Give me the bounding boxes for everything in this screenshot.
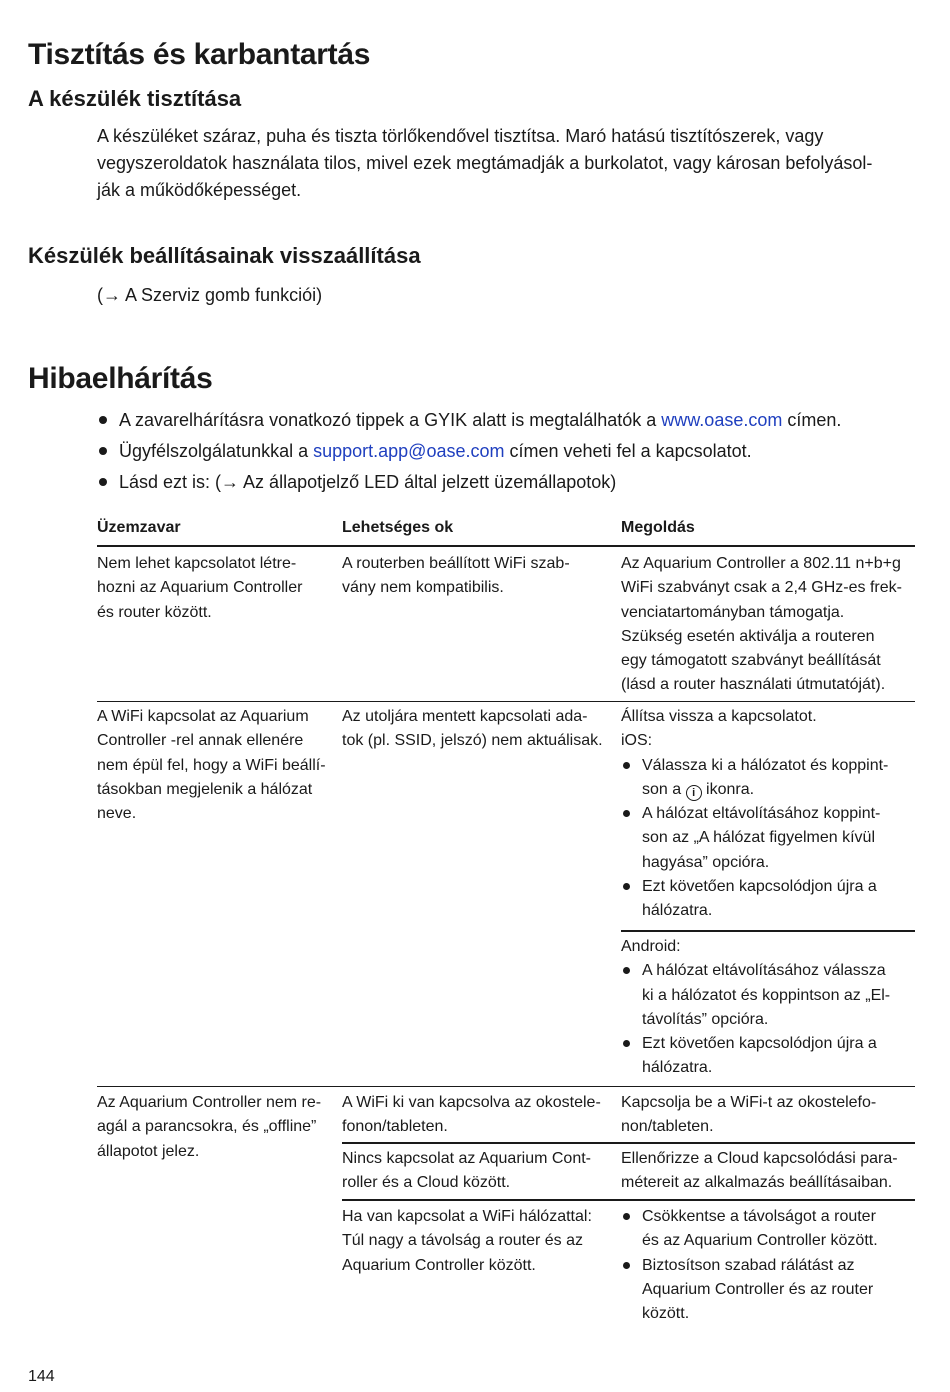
row3-solution-3: [621, 1205, 915, 1326]
cell-line: Szükség esetén aktiválja a routeren: [621, 627, 875, 645]
led-status-reference[interactable]: Lásd ezt is: (→ Az állapotjelző LED által jelzett üzemállapotok): [119, 472, 617, 492]
section-title-troubleshooting: Hibaelhárítás: [28, 362, 213, 395]
cell-line: Válassza ki a hálózatot és koppint-: [642, 756, 889, 774]
cell-line: WiFi szabványt csak a 2,4 GHz-es frek-: [621, 579, 902, 597]
ios-label: iOS:: [621, 732, 653, 750]
cell-line: agál a parancsokra, és „offline”: [97, 1118, 317, 1136]
text-line: vegyszeroldatok használata tilos, mivel ezek megtámadják a burkolatot, vagy károsan befolyásol-: [97, 153, 873, 173]
row3-fault: [97, 1091, 337, 1164]
cell-line: Csökkentse a távolságot a router: [642, 1208, 876, 1225]
cell-line: venciatartományban támogatja.: [621, 603, 845, 621]
row-divider: [621, 930, 915, 932]
row-divider: [342, 1142, 915, 1144]
text-line: A készüléket száraz, puha és tiszta törlőkendővel tisztítsa. Maró hatású tisztítószerek, vagy: [97, 126, 824, 146]
table-header-fault: Üzemzavar: [97, 519, 181, 536]
page-number: 144: [28, 1368, 55, 1385]
cell-line: Aquarium Controller és az router: [642, 1280, 874, 1298]
cell-line: métereit az alkalmazás beállításaiban.: [621, 1174, 893, 1192]
table-header-rule: [97, 545, 915, 547]
bullet-icon: [99, 447, 107, 455]
subsection-title-device-cleaning: A készülék tisztítása: [28, 86, 242, 111]
bullet-text: címen veheti fel a kapcsolatot.: [504, 441, 752, 461]
cell-line: nem épül fel, hogy a WiFi beállí-: [97, 756, 326, 774]
cell-line: neve.: [97, 805, 137, 823]
row-divider: [97, 1086, 915, 1087]
cell-line: Ellenőrizze a Cloud kapcsolódási para-: [621, 1150, 898, 1167]
list-item: [621, 1205, 915, 1254]
row1-cause: [342, 552, 614, 601]
row2-cause: [342, 705, 614, 754]
list-item: [621, 875, 915, 924]
row3-solution-2: [621, 1147, 915, 1196]
cell-line: egy támogatott szabványt beállítását: [621, 652, 881, 670]
cell-line: hagyása” opcióra.: [642, 853, 770, 871]
table-header-cause: Lehetséges ok: [342, 519, 454, 536]
row2-fault: [97, 705, 337, 826]
cell-line: A hálózat eltávolításához koppint-: [642, 805, 881, 823]
cell-line: hálózatra.: [642, 1059, 713, 1077]
cell-line: Az Aquarium Controller a 802.11 n+b+g: [621, 555, 901, 572]
row3-cause-3: [342, 1205, 614, 1278]
bullet-icon: [99, 478, 107, 486]
cell-line: Aquarium Controller között.: [342, 1256, 536, 1274]
oase-website-link[interactable]: www.oase.com: [661, 410, 783, 430]
cell-line: Ha van kapcsolat a WiFi hálózattal:: [342, 1208, 592, 1225]
row2-solution-android: [621, 935, 915, 1081]
row2-solution-ios: [621, 705, 915, 924]
list-item: [621, 959, 915, 1032]
cell-line: non/tableten.: [621, 1118, 714, 1136]
row-divider: [97, 701, 915, 702]
cell-line: Nem lehet kapcsolatot létre-: [97, 555, 297, 572]
row-divider: [342, 1199, 915, 1201]
row1-fault: [97, 552, 335, 625]
row3-cause-1: [342, 1091, 614, 1140]
bullet-text: címen.: [782, 410, 842, 430]
cell-line: A WiFi kapcsolat az Aquarium: [97, 708, 309, 725]
support-email-link[interactable]: support.app@oase.com: [313, 441, 505, 461]
cell-line: Állítsa vissza a kapcsolatot.: [621, 708, 817, 725]
cell-line: vány nem kompatibilis.: [342, 579, 504, 597]
cell-line: között.: [642, 1305, 690, 1323]
section-title-cleaning: Tisztítás és karbantartás: [28, 38, 371, 71]
cell-line: hálózatra.: [642, 902, 713, 920]
cell-line: távolítás” opcióra.: [642, 1010, 769, 1028]
subsection-title-reset: Készülék beállításainak visszaállítása: [28, 243, 421, 268]
row3-cause-2: [342, 1147, 614, 1196]
cell-line: Controller -rel annak ellenére: [97, 732, 304, 750]
android-label: Android:: [621, 938, 681, 955]
device-cleaning-text: [97, 123, 927, 204]
cell-line: Kapcsolja be a WiFi-t az okostelefo-: [621, 1094, 877, 1111]
cell-line: (lásd a router használati útmutatóját).: [621, 676, 886, 694]
row1-solution: [621, 552, 915, 698]
bullet-text: A zavarelhárításra vonatkozó tippek a GYIK alatt is megtalálhatók a: [119, 410, 662, 430]
reset-reference[interactable]: (→ A Szerviz gomb funkciói): [97, 285, 323, 305]
text-line: ják a működőképességet.: [97, 180, 302, 200]
cell-line: A hálózat eltávolításához válassza: [642, 962, 886, 980]
cell-line: fonon/tableten.: [342, 1118, 448, 1136]
cell-line: és az Aquarium Controller között.: [642, 1232, 878, 1250]
cell-line: A WiFi ki van kapcsolva az okostele-: [342, 1094, 601, 1111]
cell-line: állapotot jelez.: [97, 1142, 200, 1160]
cell-line: hozni az Aquarium Controller: [97, 579, 303, 597]
cell-line: A routerben beállított WiFi szab-: [342, 555, 570, 572]
row3-solution-1: [621, 1091, 915, 1140]
table-header-solution: Megoldás: [621, 519, 695, 536]
cell-line: Túl nagy a távolság a router és az: [342, 1232, 584, 1250]
cell-line: tok (pl. SSID, jelszó) nem aktuálisak.: [342, 732, 603, 750]
cell-line: son a i ikonra.: [642, 780, 755, 799]
cell-line: Az Aquarium Controller nem re-: [97, 1094, 322, 1111]
info-icon: i: [686, 785, 702, 801]
list-item: [621, 754, 915, 803]
list-item: [621, 1032, 915, 1081]
cell-line: Ezt követően kapcsolódjon újra a: [642, 878, 877, 896]
cell-line: ki a hálózatot és koppintson az „El-: [642, 986, 891, 1004]
cell-line: Biztosítson szabad rálátást az: [642, 1256, 855, 1274]
list-item: [621, 1254, 915, 1327]
bullet-text: Ügyfélszolgálatunkkal a: [119, 441, 314, 461]
cell-line: tásokban megjelenik a hálózat: [97, 780, 313, 798]
cell-line: roller és a Cloud között.: [342, 1174, 511, 1192]
cell-line: Az utoljára mentett kapcsolati ada-: [342, 708, 588, 725]
cell-line: son az „A hálózat figyelmen kívül: [642, 829, 876, 847]
list-item: [621, 802, 915, 875]
cell-line: Nincs kapcsolat az Aquarium Cont-: [342, 1150, 591, 1167]
bullet-icon: [99, 416, 107, 424]
cell-line: és router között.: [97, 603, 212, 621]
cell-line: Ezt követően kapcsolódjon újra a: [642, 1035, 877, 1053]
